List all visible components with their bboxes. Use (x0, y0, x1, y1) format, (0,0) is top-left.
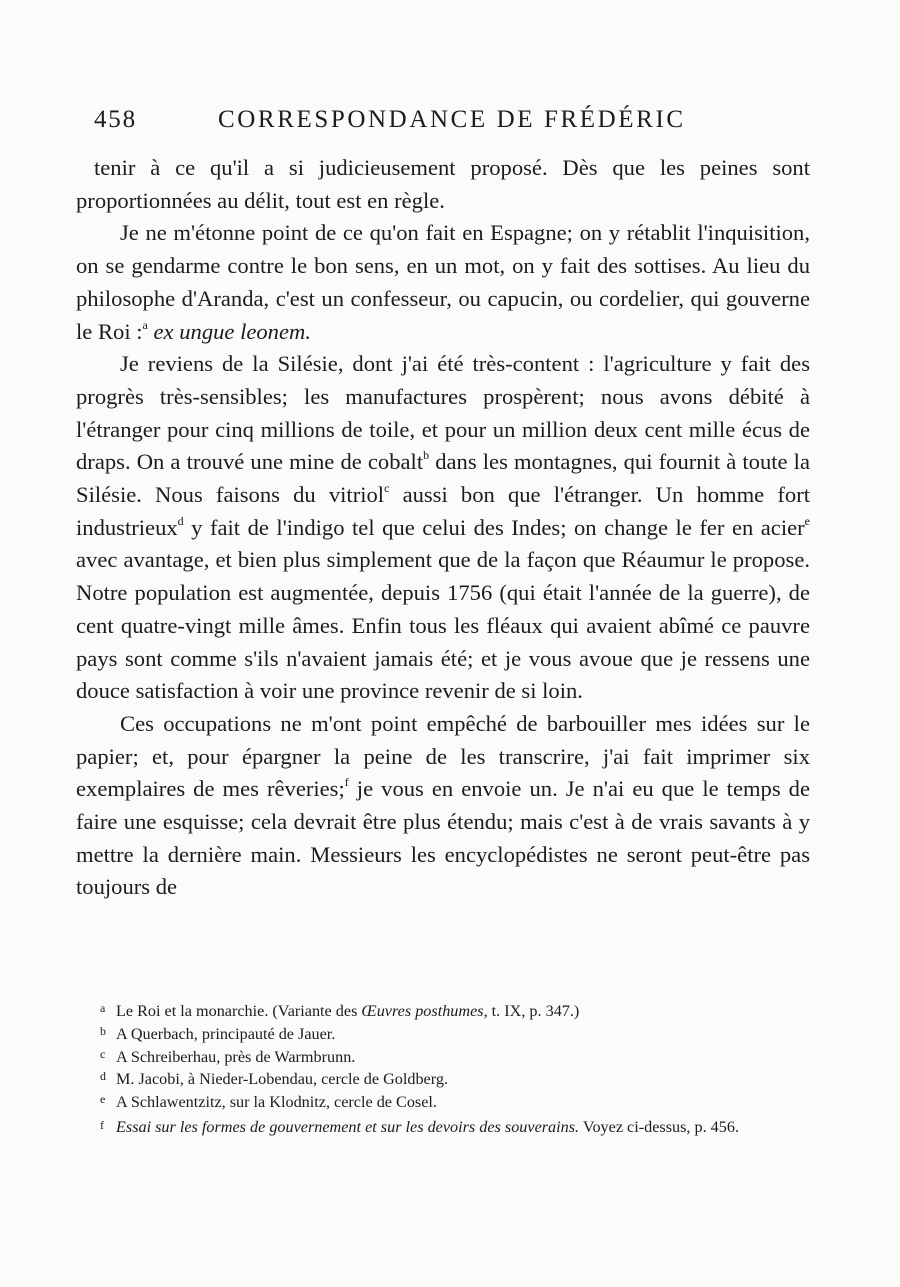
footnote-text: A Querbach, principauté de Jauer. (116, 1024, 336, 1043)
running-title: CORRESPONDANCE DE FRÉDÉRIC (218, 106, 686, 133)
footnote-mark: c (100, 1046, 106, 1061)
footnote-text-after: Voyez ci-dessus, p. 456. (579, 1117, 740, 1136)
footnote-f (66, 1114, 788, 1139)
paragraph-4-text-a: Ces occupations ne m'ont point empêché de barbouiller mes idées sur le papier; et, pour épargner la peine de les transcrire, j'ai fait imprimer six exemplaires de mes rêveries; (76, 710, 810, 802)
paragraph-4 (76, 708, 810, 904)
paragraph-2-text: Je ne m'étonne point de ce qu'on fait en Espagne; on y rétablit l'inquisition, on se gendarme contre le bon sens, en un mot, on y fait des sottises. Au lieu du philosophe d'Aranda, c'est un confesseur, ou capucin, ou cordelier, qui gouverne le Roi : (76, 220, 810, 344)
footnote-ref-d: d (177, 513, 184, 528)
footnote-mark: f (100, 1117, 104, 1132)
footnote-text: Le Roi et la monarchie. (Variante des (116, 1002, 362, 1020)
footnote-italic: Essai sur les formes de gouvernement et sur les devoirs des souverains. (116, 1117, 580, 1136)
footnote-ref-b: b (423, 448, 430, 463)
paragraph-3-text-b: dans les montagnes, qui fournit à toute la Silésie. Nous faisons du vitriol (76, 449, 810, 508)
footnote-text-after: , t. IX, p. 347.) (483, 1002, 580, 1020)
paragraph-1-text: tenir à ce qu'il a si judicieusement proposé. Dès que les peines sont proportionnées au délit, tout est en règle. (76, 155, 810, 213)
page-number: 458 (94, 106, 137, 133)
footnote-mark: e (100, 1092, 106, 1107)
footnotes (66, 1000, 788, 1139)
main-text (76, 152, 810, 904)
paragraph-3-text-a: Je reviens de la Silésie, dont j'ai été très-content : l'agriculture y fait des progrès très-sensibles; les manufactures prospèrent; nous avons débité à l'étranger pour cinq millions de toile, et pour un million deux cent mille écus de draps. On a trouvé une mine de cobalt (76, 351, 810, 475)
latin-quote: ex ungue leonem. (153, 318, 311, 344)
footnote-a (66, 1000, 788, 1023)
paragraph-3-text-d: y fait de l'indigo tel que celui des Indes; on change le fer en acier (183, 514, 805, 540)
page-header (94, 106, 806, 142)
paragraph-3-text-e: avec avantage, et bien plus simplement que de la façon que Réaumur le propose. Notre population est augmentée, depuis 1756 (qui était l'année de la guerre), de cent quatre-vingt mille âmes. Enfin tous les fléaux qui avaient abîmé ce pauvre pays sont comme s'ils n'avaient jamais été; et je vous avoue que je ressens une douce satisfaction à voir une province revenir de si loin. (76, 547, 810, 704)
footnote-mark: a (100, 1001, 106, 1015)
footnote-mark: b (100, 1023, 106, 1038)
footnote-ref-e: e (804, 513, 810, 528)
paragraph-2 (76, 217, 810, 348)
footnote-e (66, 1091, 788, 1114)
footnote-text: A Schreiberhau, près de Warmbrunn. (116, 1047, 356, 1066)
footnote-text: A Schlawentzitz, sur la Klodnitz, cercle de Cosel. (116, 1093, 437, 1112)
paragraph-3 (76, 348, 810, 708)
footnote-mark: d (100, 1069, 106, 1084)
paragraph-4-text-b: je vous en envoie un. Je n'ai eu que le temps de faire une esquisse; cela devrait être plus étendu; mais c'est à de vrais savants à y mettre la dernière main. Messieurs les encyclopédistes ne seront peut-être pas toujours de (76, 776, 811, 900)
footnote-ref-c: c (384, 481, 390, 496)
footnote-c (66, 1046, 788, 1069)
paragraph-1 (76, 152, 810, 217)
footnote-ref-f: f (344, 775, 349, 790)
footnote-b (66, 1023, 788, 1046)
footnote-italic: Œuvres posthumes (361, 1002, 484, 1020)
footnote-text: M. Jacobi, à Nieder-Lobendau, cercle de Goldberg. (116, 1070, 448, 1089)
footnote-d (66, 1068, 788, 1091)
paragraph-3-text-c: aussi bon que l'étranger. Un homme fort industrieux (76, 482, 810, 540)
footnote-ref-a: a (142, 317, 148, 332)
